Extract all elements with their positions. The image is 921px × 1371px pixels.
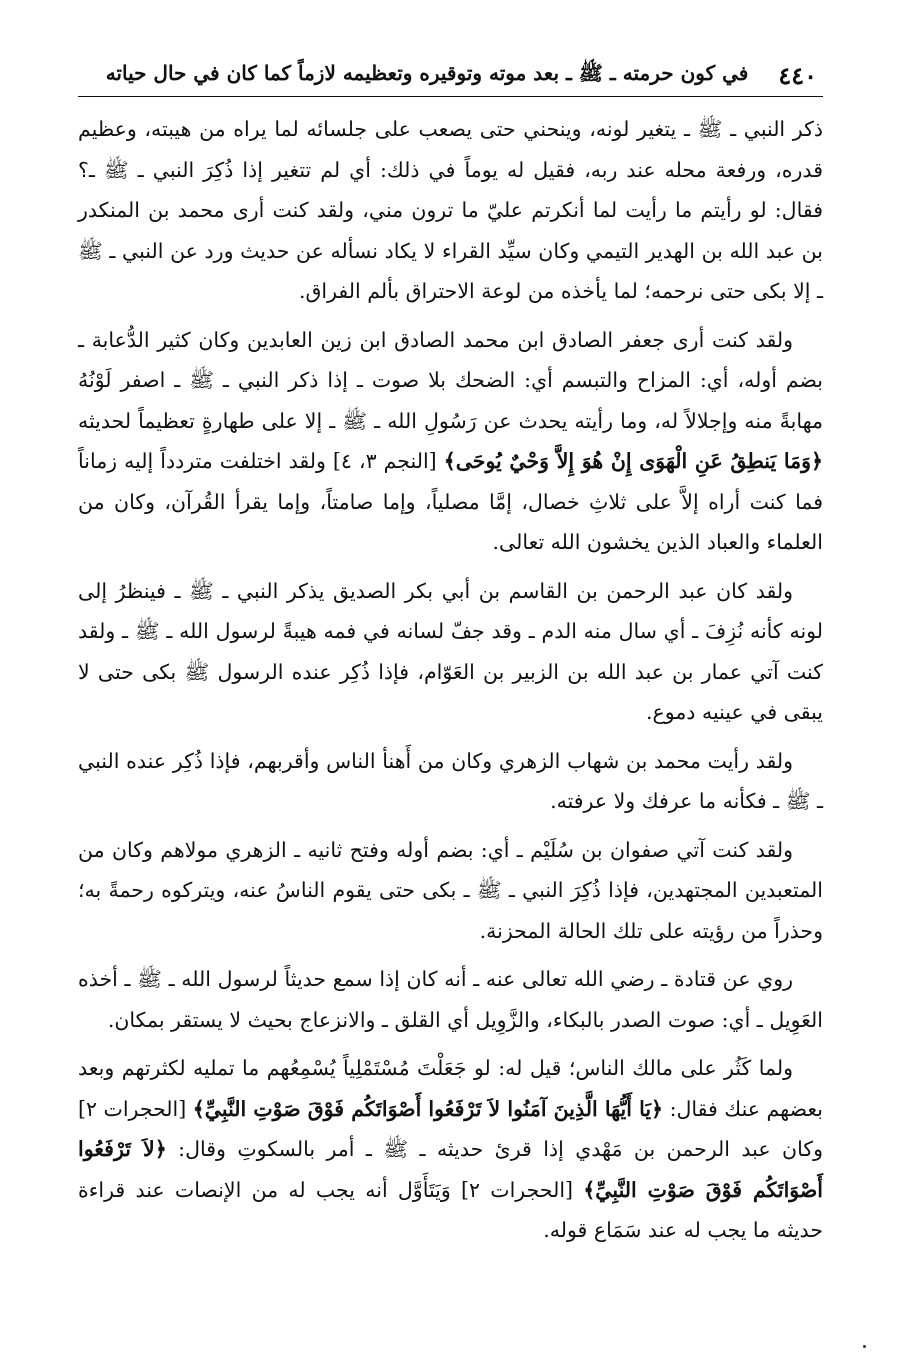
text-segment: ولقد كنت أرى جعفر الصادق ابن محمد الصادق ابن زين العابدين وكان كثير الدُّعابة ـ بضم أوله، أي: المزاح والتبسم أي: الضحك بلا صوت ـ إذا ذكر النبي ـ ﷺ ـ اصفر لَوْنُهُ مهابةً منه وإجلالاً له، وما رأيته يحدث عن رَسُولِ الله ـ ﷺ ـ إلا على طهارةٍ تعظيماً لحديثه: [78, 327, 823, 433]
text-segment: روي عن قتادة ـ رضي الله تعالى عنه ـ أنه كان إذا سمع حديثاً لرسول الله ـ ﷺ ـ أخذه العَوِيل ـ أي: صوت الصدر بالبكاء، والزَّوِيل أي القلق ـ والانزعاج بحيث لا يستقر بمكان.: [78, 967, 823, 1032]
text-segment: ولما كَثُر على مالك الناس؛ قيل له: لو جَعَلْتَ مُسْتَمْلِياً يُسْمِعُهم ما تمليه لكثرتهم وبعد بعضهم عنك فقال:: [78, 1056, 823, 1121]
scan-speck: [863, 1345, 866, 1348]
text-segment: [الحجرات ٢] وَيَتَأَوَّل أنه يجب له من الإنصات عند قراءة حديثه ما يجب له عند سَمَاع قوله.: [78, 1177, 823, 1242]
text-segment: ولقد رأيت محمد بن شهاب الزهري وكان من أَهنأ الناس وأقربهم، فإذا ذُكِر عنده النبي ـ ﷺ ـ فكأنه ما عرفك ولا عرفته.: [78, 748, 823, 813]
text-segment: ولقد كنت آتي صفوان بن سُلَيْم ـ أي: بضم أوله وفتح ثانيه ـ الزهري مولاهم وكان من المتعبدين المجتهدين، فإذا ذُكِرَ النبي ـ ﷺ ـ بكى حتى يقوم الناسُ عنه، ويتركوه رحمةً به؛ وحذراً من رؤيته على تلك الحالة المحزنة.: [78, 837, 823, 943]
paragraph-6: [78, 959, 823, 1040]
quran-verse: ﴿يَا أَيُّهَا الَّذِينَ آمَنُوا لاَ تَرْفَعُوا أَصْوَاتَكُم فَوْقَ صَوْتِ النَّبِيِّ﴾: [192, 1096, 664, 1121]
paragraph-1: [78, 109, 823, 312]
text-segment: [الحجرات ٢] وكان عبد الرحمن بن مَهْدي إذا قرئ حديثه ـ ﷺ ـ أمر بالسكوتِ وقال:: [78, 1096, 823, 1161]
paragraph-4: [78, 741, 823, 822]
paragraph-5: [78, 830, 823, 952]
quran-verse: ﴿لاَ تَرْفَعُوا أَصْوَاتَكُم فَوْقَ صَوْتِ النَّبِيِّ﴾: [78, 1137, 823, 1202]
paragraph-7: [78, 1048, 823, 1251]
text-segment: ذكر النبي ـ ﷺ ـ يتغير لونه، وينحني حتى يصعب على جلسائه لما يراه من هيبته، وعظيم قدره، ورفعة محله عند ربه، فقيل له يوماً في ذلك: أي لم تتغير إذا ذُكِرَ النبي ـ ﷺ ـ؟ فقال: لو رأيتم ما رأيت لما أنكرتم عليّ ما ترون مني، ولقد كنت أرى محمد بن المنكدر بن عبد الله بن الهدير التيمي وكان سيِّد القراء لا يكاد نسأله عن حديث ورد عن النبي ـ ﷺ ـ إلا بكى حتى نرحمه؛ لما يأخذه من لوعة الاحتراق بألم الفراق.: [78, 117, 823, 303]
paragraph-3: [78, 571, 823, 733]
page-body: [78, 97, 823, 1251]
text-segment: ولقد كان عبد الرحمن بن القاسم بن أبي بكر الصديق يذكر النبي ـ ﷺ ـ فينظرُ إلى لونه كأنه نُزِفَ ـ أي سال منه الدم ـ وقد جفّ لسانه في فمه هيبةً لرسول الله ـ ﷺ ـ ولقد كنت آتي عمار بن عبد الله بن الزبير بن العَوّام، فإذا ذُكِر عنده الرسول ﷺ بكى حتى لا يبقى في عينيه دموع.: [78, 578, 823, 724]
text-segment: [النجم ٣، ٤] ولقد اختلفت متردداً إليه زماناً فما كنت أراه إلاَّ على ثلاثِ خصال، إمَّا مصلياً، وإما صامتاً، وإما يقرأ القُرآن، وكان من العلماء والعباد الذين يخشون الله تعالى.: [78, 449, 823, 554]
running-title: في كون حرمته ـ ﷺ ـ بعد موته وتوقيره وتعظيمه لازماً كما كان في حال حياته: [105, 61, 749, 85]
page-number: ٤٤٠: [778, 61, 817, 90]
quran-verse: ﴿وَمَا يَنطِقُ عَنِ الْهَوَى إِنْ هُوَ إِلاَّ وَحْيٌ يُوحَى﴾: [443, 449, 823, 473]
paragraph-2: [78, 320, 823, 563]
page-header: [78, 46, 823, 97]
